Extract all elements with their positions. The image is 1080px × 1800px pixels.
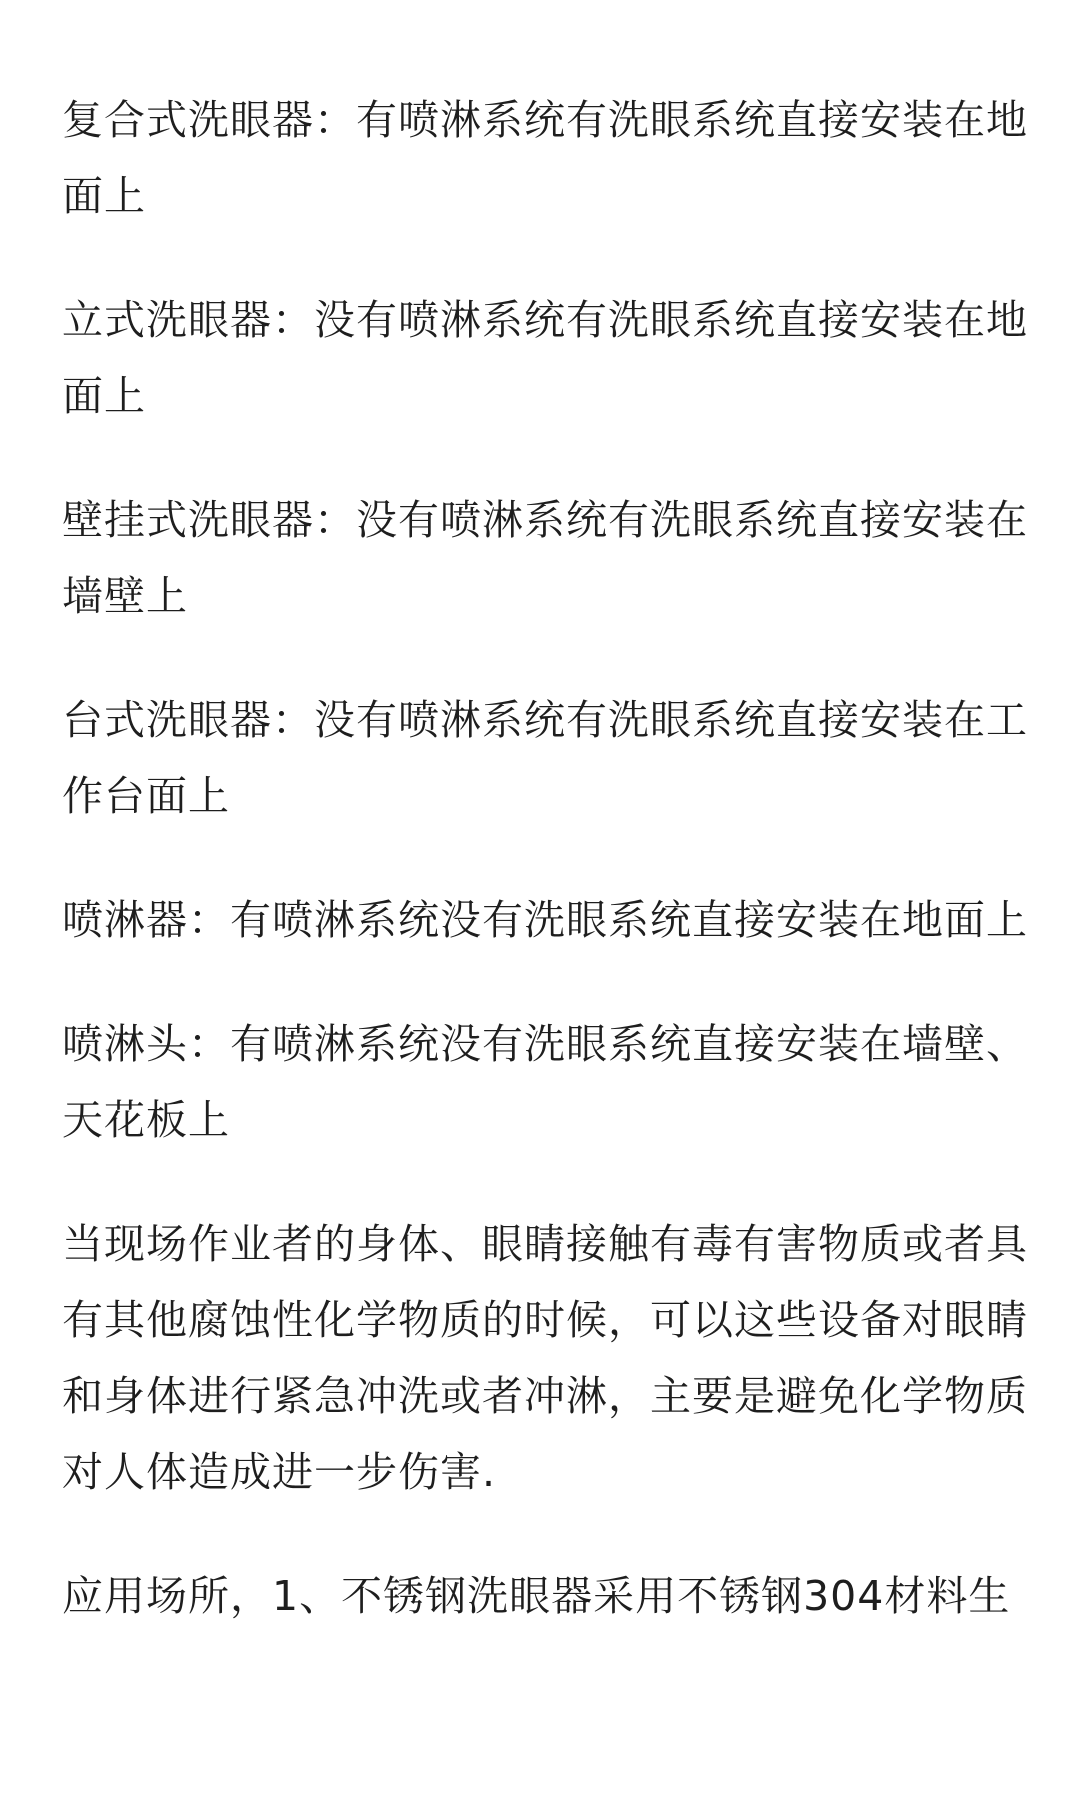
paragraph-application-sites: 应用场所，1、不锈钢洗眼器采用不锈钢304材料生	[62, 1572, 1011, 1620]
paragraph-desktop-eyewash: 台式洗眼器：没有喷淋系统有洗眼系统直接安装在工作台面上	[62, 696, 1028, 820]
paragraph-usage-description: 当现场作业者的身体、眼睛接触有毒有害物质或者具有其他腐蚀性化学物质的时候，可以这些设备对眼睛和身体进行紧急冲洗或者冲淋，主要是避免化学物质对人体造成进一步伤害.	[62, 1220, 1028, 1496]
paragraph-combination-eyewash: 复合式洗眼器：有喷淋系统有洗眼系统直接安装在地面上	[62, 96, 1028, 220]
article-body	[62, 82, 1028, 1682]
paragraph-shower: 喷淋器：有喷淋系统没有洗眼系统直接安装在地面上	[62, 896, 1028, 944]
paragraph-shower-head: 喷淋头：有喷淋系统没有洗眼系统直接安装在墙壁、天花板上	[62, 1020, 1028, 1144]
paragraph-wall-mounted-eyewash: 壁挂式洗眼器：没有喷淋系统有洗眼系统直接安装在墙壁上	[62, 496, 1028, 620]
paragraph-vertical-eyewash: 立式洗眼器：没有喷淋系统有洗眼系统直接安装在地面上	[62, 296, 1028, 420]
